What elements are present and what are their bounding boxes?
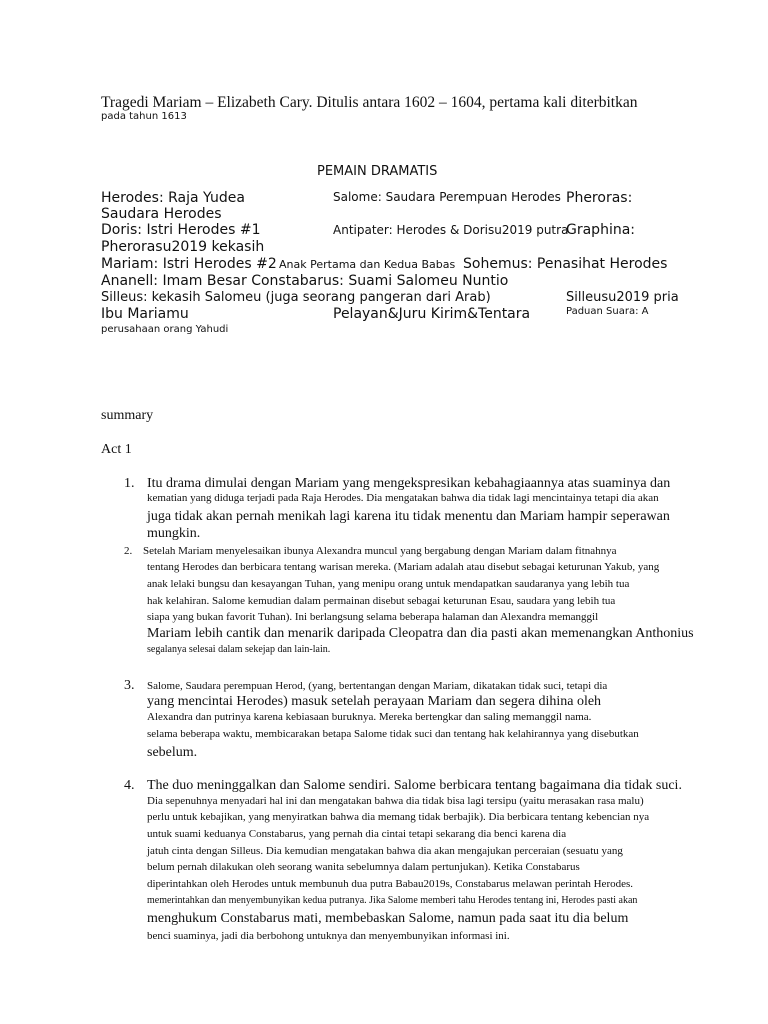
item-line: yang mencintai Herodes) masuk setelah perayaan Mariam dan segera dihina oleh <box>147 694 602 709</box>
item-line: anak lelaki bungsu dan kesayangan Tuhan, yang menipu orang untuk mendapatkan saudaranya yang lebih tua <box>147 578 630 590</box>
item-line: tentang Herodes dan berbicara tentang warisan mereka. (Mariam adalah atau disebut sebagai keturunan Yakub, yang <box>147 561 660 573</box>
item-line: The duo meninggalkan dan Salome sendiri. Salome berbicara tentang bagaimana dia tidak suci. <box>147 778 682 793</box>
item-line: siapa yang bukan favorit Tuhan). Ini berlangsung selama beberapa halaman dan Alexandra memanggil <box>147 611 599 623</box>
item-line: untuk suami keduanya Constabarus, yang pernah dia cintai tetapi sekarang dia benci karena dia <box>147 828 567 840</box>
item-number: 4. <box>124 778 135 793</box>
cast-ibu-mariamu: Ibu Mariamu <box>101 306 189 322</box>
item-line: Itu drama dimulai dengan Mariam yang mengekspresikan kebahagiaannya atas suaminya dan <box>147 476 671 491</box>
cast-pherorasu: Pherorasu2019 kekasih <box>101 239 265 255</box>
cast-sohemus: Sohemus: Penasihat Herodes <box>463 256 668 272</box>
item-line: Alexandra dan putrinya karena kebiasaan buruknya. Mereka bertengkar dan saling memanggil nama. <box>147 711 592 723</box>
item-line: Salome, Saudara perempuan Herod, (yang, bertentangan dengan Mariam, dikatakan tidak suci, tetapi dia <box>147 680 608 692</box>
cast-herodes: Herodes: Raja Yudea <box>101 190 245 206</box>
item-line: perlu untuk kebajikan, yang menyiratkan bahwa dia memang tidak berbajik). Dia berbicara tentang kebencian nya <box>147 811 650 823</box>
item-line: Mariam lebih cantik dan menarik daripada Cleopatra dan dia pasti akan memenangkan Anthonius <box>147 626 694 641</box>
item-line: segalanya selesai dalam sekejap dan lain-lain. <box>147 644 331 655</box>
cast-saudara-herodes: Saudara Herodes <box>101 206 222 222</box>
cast-pheroras: Pheroras: <box>566 190 633 206</box>
item-line: diperintahkan oleh Herodes untuk membunuh dua putra Babau2019s, Constabarus melawan perintah Herodes. <box>147 878 634 890</box>
cast-graphina: Graphina: <box>566 222 636 238</box>
item-line: menghukum Constabarus mati, membebaskan Salome, namun pada saat itu dia belum <box>147 911 629 926</box>
item-line: kematian yang diduga terjadi pada Raja Herodes. Dia mengatakan bahwa dia tidak lagi mencintainya tetapi dia akan <box>147 492 659 504</box>
item-line: juga tidak akan pernah menikah lagi karena itu tidak menentu dan Mariam hampir seperawan <box>147 509 670 524</box>
cast-heading: PEMAIN DRAMATIS <box>317 164 438 179</box>
document-title: Tragedi Mariam – Elizabeth Cary. Ditulis antara 1602 – 1604, pertama kali diterbitkan <box>101 94 638 111</box>
cast-antipater: Antipater: Herodes & Dorisu2019 putra <box>333 223 569 237</box>
act-heading: Act 1 <box>101 442 132 457</box>
cast-perusahaan: perusahaan orang Yahudi <box>101 324 229 335</box>
item-number: 2. <box>124 545 133 557</box>
item-number: 1. <box>124 476 135 491</box>
item-line: jatuh cinta dengan Silleus. Dia kemudian mengatakan bahwa dia akan mengajukan perceraian (sesuatu yang <box>147 845 623 857</box>
cast-salome: Salome: Saudara Perempuan Herodes <box>333 190 561 204</box>
cast-silleusu: Silleusu2019 pria <box>566 290 679 305</box>
item-number: 3. <box>124 678 135 693</box>
cast-pelayan: Pelayan&Juru Kirim&Tentara <box>333 306 531 322</box>
cast-ananell: Ananell: Imam Besar Constabarus: Suami Salomeu Nuntio <box>101 273 509 289</box>
item-line: hak kelahiran. Salome kemudian dalam permainan disebut sebagai keturunan Esau, saudara yang lebih tua <box>147 595 616 607</box>
item-line: selama beberapa waktu, membicarakan betapa Salome tidak suci dan tentang hak kelahirannya yang disebutkan <box>147 728 639 740</box>
document-title-continuation: pada tahun 1613 <box>101 111 187 122</box>
cast-anak-babas: Anak Pertama dan Kedua Babas <box>279 258 456 271</box>
cast-doris: Doris: Istri Herodes #1 <box>101 222 261 238</box>
cast-silleus: Silleus: kekasih Salomeu (juga seorang pangeran dari Arab) <box>101 290 491 305</box>
item-line: benci suaminya, jadi dia berbohong untuknya dan menyembunyikan informasi ini. <box>147 930 510 942</box>
cast-paduan-suara: Paduan Suara: A <box>566 306 649 317</box>
item-line: Dia sepenuhnya menyadari hal ini dan mengatakan bahwa dia tidak bisa lagi tersipu (yaitu merasakan rasa malu) <box>147 795 644 807</box>
item-line: sebelum. <box>147 745 198 760</box>
cast-mariam: Mariam: Istri Herodes #2 <box>101 256 277 272</box>
item-line: Setelah Mariam menyelesaikan ibunya Alexandra muncul yang bergabung dengan Mariam dalam fitnahnya <box>143 545 617 557</box>
item-line: belum pernah dilakukan oleh seorang wanita sebelumnya dalam pertunjukan). Ketika Constabarus <box>147 861 580 873</box>
item-line: memerintahkan dan menyembunyikan kedua putranya. Jika Salome memberi tahu Herodes tentang ini, Herodes pasti akan <box>147 895 638 906</box>
summary-heading: summary <box>101 408 154 423</box>
item-line: mungkin. <box>147 526 201 541</box>
